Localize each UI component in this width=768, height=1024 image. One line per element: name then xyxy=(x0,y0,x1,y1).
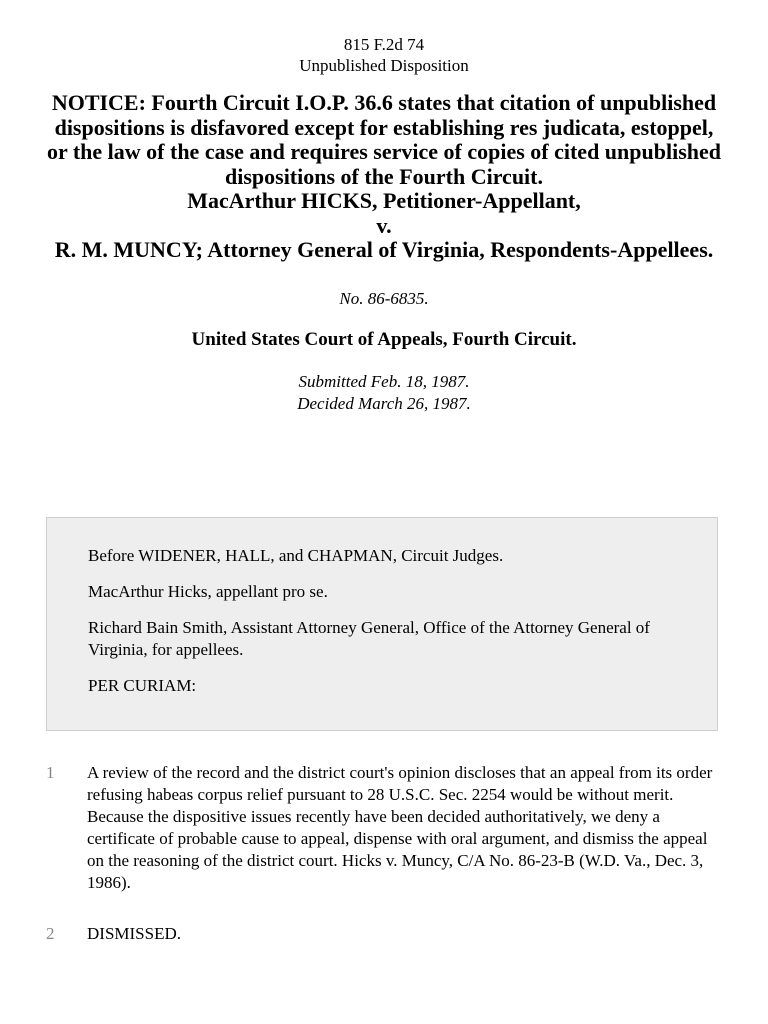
counsel-box xyxy=(46,517,718,731)
paragraph-text: DISMISSED. xyxy=(87,924,181,943)
notice-text: NOTICE: Fourth Circuit I.O.P. 36.6 states that citation of unpublished dispositions is disfavored except for establishing res judicata, estoppel, or the law of the case and requires service of copies of cited unpublished dispositions of the Fourth Circuit. xyxy=(46,90,722,189)
paragraph-text: A review of the record and the district court's opinion discloses that an appeal from its order refusing habeas corpus relief pursuant to 28 U.S.C. Sec. 2254 would be without merit. Because the dispositive issues recently have been decided authoritatively, we deny a certificate of probable cause to appeal, dispense with oral argument, and dismiss the appeal on the reasoning of the district court. Hicks v. Muncy, C/A No. 86-23-B (W.D. Va., Dec. 3, 1986). xyxy=(87,763,713,892)
appellee-counsel: Richard Bain Smith, Assistant Attorney General, Office of the Attorney General of Virginia, for appellees. xyxy=(88,618,650,659)
appellees-name: R. M. MUNCY; Attorney General of Virginia, Respondents-Appellees. xyxy=(54,237,714,262)
opinion-paragraph xyxy=(46,923,726,945)
versus-label: v. xyxy=(376,212,392,238)
court-name: United States Court of Appeals, Fourth Circuit. xyxy=(191,328,577,350)
case-title xyxy=(46,91,722,263)
paragraph-number: 2 xyxy=(46,924,55,943)
disposition-label: Unpublished Disposition xyxy=(299,56,469,75)
decided-date: Decided March 26, 1987. xyxy=(297,393,471,413)
paragraph-number: 1 xyxy=(46,763,55,782)
judges-line: Before WIDENER, HALL, and CHAPMAN, Circuit Judges. xyxy=(88,546,504,565)
document-header xyxy=(0,0,768,76)
case-dates xyxy=(0,371,768,415)
appellant-name: MacArthur HICKS, Petitioner-Appellant, xyxy=(187,188,581,213)
per-curiam-label: PER CURIAM: xyxy=(88,676,197,695)
opinion-paragraph xyxy=(46,762,726,894)
docket-number: No. 86-6835. xyxy=(339,288,429,308)
appellant-counsel: MacArthur Hicks, appellant pro se. xyxy=(88,582,328,601)
case-citation: 815 F.2d 74 xyxy=(343,35,425,54)
submitted-date: Submitted Feb. 18, 1987. xyxy=(298,371,470,391)
